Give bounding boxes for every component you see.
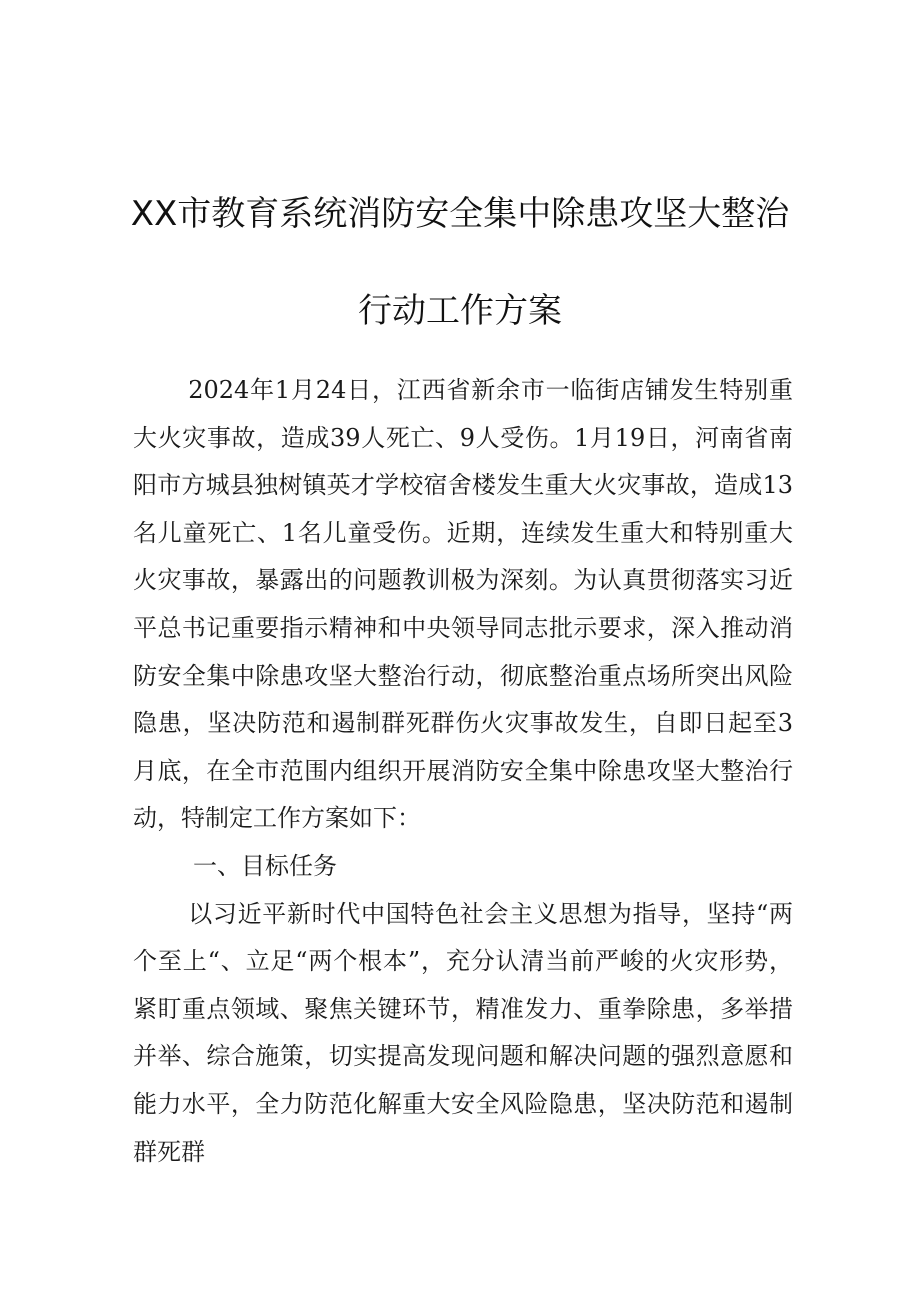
section-heading-goals: 一、目标任务 — [193, 851, 337, 880]
document-title-line-2: 行动工作方案 — [358, 291, 562, 331]
document-body — [133, 367, 793, 1176]
document-title-line-1: XX市教育系统消防安全集中除患攻坚大整治 — [130, 194, 790, 234]
paragraph-goals: 以习近平新时代中国特色社会主义思想为指导，坚持“两个至上“、立足“两个根本”，充分认清当前严峻的火灾形势，紧盯重点领域、聚焦关键环节，精准发力、重拳除患，多举措并举、综合施策，切实提高发现问题和解决问题的强烈意愿和能力水平，全力防范化解重大安全风险隐患，坚决防范和遏制群死群 — [133, 899, 793, 1166]
paragraph-intro: 2024年1月24日，江西省新余市一临街店铺发生特别重大火灾事故，造成39人死亡、9人受伤。1月19日，河南省南阳市方城县独树镇英才学校宿舍楼发生重大火灾事故，造成13名儿童死亡、1名儿童受伤。近期，连续发生重大和特别重大火灾事故，暴露出的问题教训极为深刻。为认真贯彻落实习近平总书记重要指示精神和中央领导同志批示要求，深入推动消防安全集中除患攻坚大整治行动，彻底整治重点场所突出风险隐患，坚决防范和遏制群死群伤火灾事故发生，自即日起至3月底，在全市范围内组织开展消防安全集中除患攻坚大整治行动，特制定工作方案如下： — [133, 376, 793, 833]
